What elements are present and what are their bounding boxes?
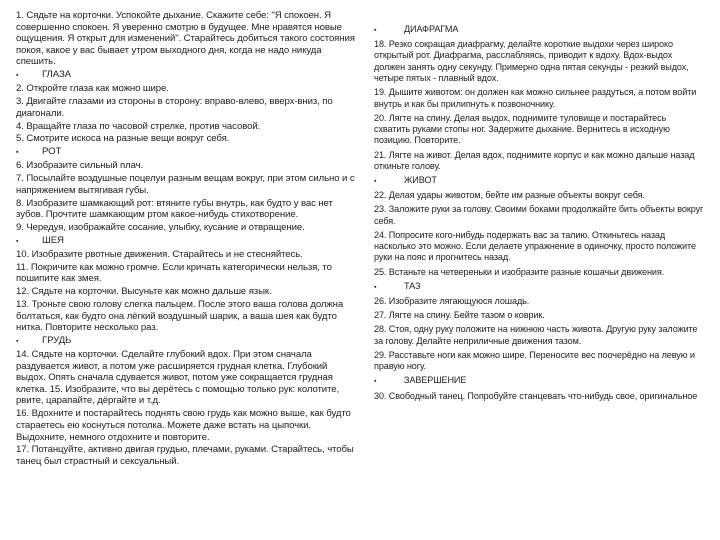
bullet-icon: ▪ (16, 237, 19, 245)
exercise-paragraph: 19. Дышите животом: он должен как можно сильнее раздуться, а потом войти внутрь и как бы прилипнуть к позвоночнику. (374, 87, 697, 109)
section-heading-text: ДИАФРАГМА (404, 24, 459, 34)
section-heading-text: ЗАВЕРШЕНИЕ (404, 375, 467, 386)
section-heading-text: ЖИВОТ (404, 175, 437, 186)
exercise-paragraph: 9. Чередуя, изображайте сосание, улыбку, кусание и отвращение. (16, 222, 305, 234)
section-heading-text: РОТ (42, 146, 62, 158)
bullet-icon: ▪ (374, 27, 377, 34)
exercise-paragraph: 4. Вращайте глаза по часовой стрелке, против часовой. (16, 120, 261, 132)
exercise-paragraph: 20. Лягте на спину. Делая выдох, поднимите туловище и постарайтесь схватить руками стопы ног. Задержите дыхание. Вернитесь в исходную позицию. Повторите. (374, 112, 670, 146)
exercise-paragraph: 23. Заложите руки за голову. Своими боками продолжайте бить объекты вокруг себя. (374, 204, 704, 226)
bullet-icon: ▪ (16, 72, 19, 80)
exercise-paragraph: 25. Встаньте на четвереньки и изобразите разные кошачьи движения. (374, 266, 665, 277)
bullet-icon: ▪ (16, 149, 19, 157)
bullet-icon: ▪ (374, 178, 377, 186)
bullet-icon: ▪ (374, 378, 377, 386)
exercise-paragraph: 8. Изобразите шамкающий рот: втяните губы внутрь, как будто у вас нет зубов. Прочтите шамкающим ртом какое-нибудь стихотворение. (16, 197, 333, 221)
bullet-icon: ▪ (16, 338, 19, 346)
section-heading (16, 146, 358, 159)
right-column (374, 24, 704, 405)
section-heading-text: ГЛАЗА (42, 69, 71, 81)
exercise-paragraph: 29. Расставьте ноги как можно шире. Переносите вес поочерёдно на левую и правую ногу. (374, 349, 695, 372)
exercise-paragraph: 10. Изобразите рвотные движения. Старайтесь и не стесняйтесь. (16, 248, 303, 260)
left-column (16, 10, 358, 469)
section-heading-text: ТАЗ (404, 280, 421, 291)
section-heading (374, 175, 704, 187)
exercise-paragraph: 24. Попросите кого-нибудь подержать вас за талию. Откиньтесь назад насколько это можно. Если делаете упражнение в одиночку, просто положите руки на пояс и прогнитесь назад. (374, 229, 696, 263)
exercise-paragraph: 30. Свободный танец. Попробуйте станцевать что-нибудь свое, оригинальное (374, 390, 698, 401)
section-heading (374, 281, 704, 293)
exercise-paragraph: 28. Стоя, одну руку положите на нижнюю часть живота. Другую руку заложите за голову. Делайте неприличные движения тазом. (374, 324, 698, 346)
exercise-paragraph: 13. Троньте свою голову слегка пальцем. После этого ваша голова должна болтаться, как будто она лёгкий воздушный шарик, а ваша шея как будто нитка. Повторите несколько раз. (16, 299, 344, 334)
exercise-paragraph: 17. Потанцуйте, активно двигая грудью, плечами, руками. Старайтесь, чтобы танец был страстный и сексуальный. (16, 444, 354, 468)
section-heading (374, 375, 704, 387)
exercise-paragraph: 7. Посылайте воздушные поцелуи разным вещам вокруг, при этом сильно и с напряжением вытягивая губы. (16, 173, 355, 196)
section-heading-text: ГРУДЬ (42, 335, 72, 347)
bullet-icon: ▪ (374, 283, 377, 291)
exercise-paragraph: 12. Сядьте на корточки. Высуньте как можно дальше язык. (16, 286, 272, 298)
exercise-paragraph: 22. Делая удары животом, бейте им разные объекты вокруг себя. (374, 190, 645, 201)
exercise-paragraph: 3. Двигайте глазами из стороны в сторону: вправо-влево, вверх-вниз, по диагонали. (16, 96, 333, 119)
exercise-paragraph: 16. Вдохните и постарайтесь поднять свою грудь как можно выше, как будто стараетесь ею коснуться потолка. Можете даже встать на цыпочки. Выдохните, немного отдохните и повторите. (16, 408, 351, 443)
exercise-paragraph: 14. Сядьте на корточки. Сделайте глубокий вдох. При этом сначала раздувается живот, а потом уже расширяется грудная клетка. Глубокий выдох. Опять сначала сдувается живот, потом уже сокращается грудная клетка. 15. Изобразите, что вы дерётесь с помощью только рук: колотите, рвите, царапайте, дёргайте и т.д. (16, 349, 340, 407)
section-heading (16, 335, 358, 348)
exercise-paragraph: 1. Сядьте на корточки. Успокойте дыхание. Скажите себе: "Я спокоен. Я совершенно спокоен. Я уверенно смотрю в будущее. Мне нравятся новые ощущения. Я открыт для изменений". Старайтесь добиться такого состояния покоя, какое у вас бывает утром выходного дня, когда не надо никуда спешить. (16, 10, 355, 68)
section-heading (16, 69, 358, 82)
exercise-paragraph: 5. Смотрите искоса на разные вещи вокруг себя. (16, 133, 230, 145)
exercise-paragraph: 2. Откройте глаза как можно шире. (16, 83, 169, 95)
exercise-paragraph: 26. Изобразите лягающуюся лошадь. (374, 296, 530, 307)
section-heading-text: ШЕЯ (42, 234, 64, 246)
exercise-paragraph: 18. Резко сокращая диафрагму, делайте короткие выдохи через широко открытый рот. Диафрагма, расслабляясь, приводит к вдоху. Вдох-выдох должен занять одну секунду. Примерно одна пятая секунды - резкий выдох, четыре пятых - плавный вдох. (374, 39, 689, 84)
section-heading (374, 24, 704, 36)
exercise-paragraph: 11. Покричите как можно громче. Если кричать категорически нельзя, то пошипите как змея. (16, 261, 332, 285)
exercise-paragraph: 6. Изобразите сильный плач. (16, 160, 144, 172)
section-heading (16, 235, 358, 248)
exercise-paragraph: 27. Лягте на спину. Бейте тазом о коврик. (374, 310, 545, 321)
exercise-paragraph: 21. Лягте на живот. Делая вдох, поднимите корпус и как можно дальше назад откиньте голову. (374, 149, 695, 171)
